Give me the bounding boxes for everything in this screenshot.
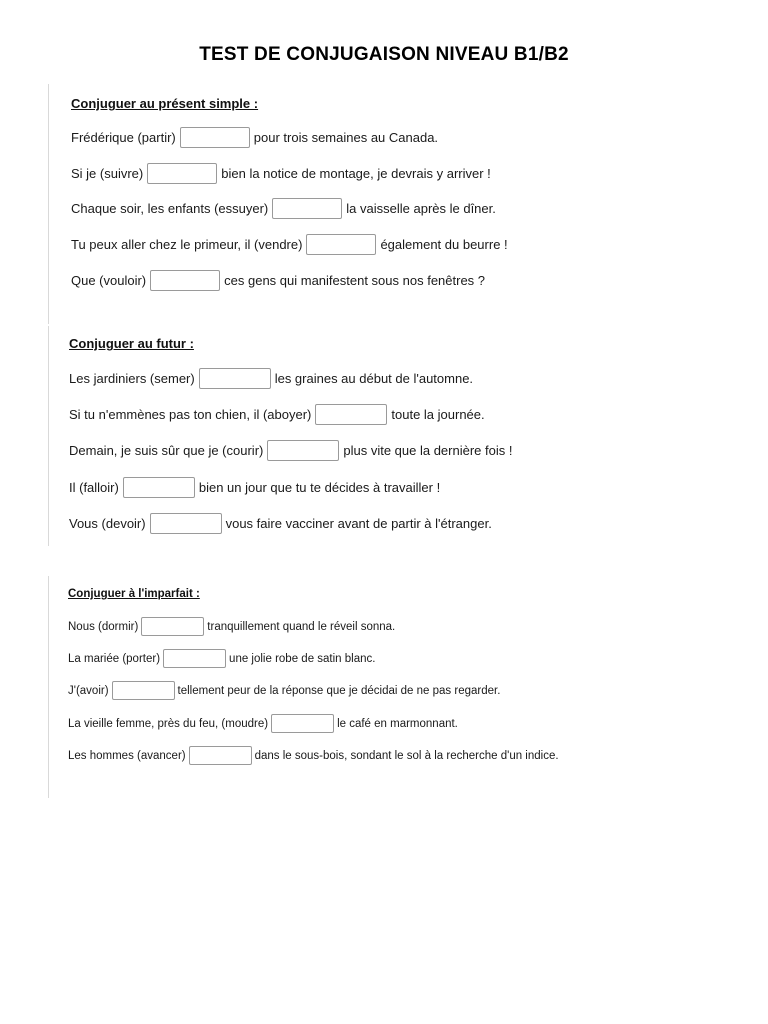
exercise-line <box>71 234 508 255</box>
answer-field[interactable] <box>189 746 252 765</box>
sentence-end: tranquillement quand le réveil sonna. <box>207 620 396 633</box>
sentence-end: les graines au début de l'automne. <box>274 371 474 386</box>
sentence-start: Les jardiniers (semer) <box>69 371 195 386</box>
answer-field[interactable] <box>199 368 271 389</box>
exercise-line <box>69 477 440 498</box>
sentence-start: Nous (dormir) <box>68 620 139 633</box>
sentence-start: Les hommes (avancer) <box>68 749 186 762</box>
exercise-line <box>71 198 496 219</box>
sentence-end: toute la journée. <box>391 407 485 422</box>
section-futur <box>48 326 513 546</box>
sentence-start: Chaque soir, les enfants (essuyer) <box>71 201 269 216</box>
answer-field[interactable] <box>180 127 250 148</box>
section-imparfait <box>48 576 559 798</box>
section-heading-futur: Conjuguer au futur : <box>69 336 194 351</box>
exercise-line <box>68 681 500 700</box>
answer-field[interactable] <box>315 404 387 425</box>
answer-field[interactable] <box>150 513 222 534</box>
section-present <box>48 84 508 324</box>
sentence-end: tellement peur de la réponse que je décidai de ne pas regarder. <box>177 684 501 697</box>
page-title: TEST DE CONJUGAISON NIVEAU B1/B2 <box>199 44 569 65</box>
answer-field[interactable] <box>147 163 217 184</box>
sentence-start: Que (vouloir) <box>71 273 147 288</box>
answer-field[interactable] <box>112 681 175 700</box>
exercise-line <box>68 714 458 733</box>
sentence-end: le café en marmonnant. <box>337 717 458 730</box>
section-heading-imparfait: Conjuguer à l'imparfait : <box>68 588 200 600</box>
exercise-line <box>71 163 491 184</box>
sentence-end: également du beurre ! <box>380 237 508 252</box>
sentence-start: J'(avoir) <box>68 684 109 697</box>
sentence-end: bien la notice de montage, je devrais y arriver ! <box>221 166 491 181</box>
sentence-end: dans le sous-bois, sondant le sol à la recherche d'un indice. <box>254 749 559 762</box>
sentence-start: Tu peux aller chez le primeur, il (vendre) <box>71 237 303 252</box>
exercise-line <box>69 440 512 461</box>
sentence-start: Si je (suivre) <box>71 166 144 181</box>
section-heading-present: Conjuguer au présent simple : <box>71 96 259 111</box>
sentence-end: une jolie robe de satin blanc. <box>229 652 376 665</box>
sentence-end: pour trois semaines au Canada. <box>253 130 439 145</box>
exercise-line <box>69 368 473 389</box>
answer-field[interactable] <box>141 617 204 636</box>
sentence-end: vous faire vacciner avant de partir à l'étranger. <box>225 516 492 531</box>
sentence-end: bien un jour que tu te décides à travailler ! <box>198 480 441 495</box>
answer-field[interactable] <box>163 649 226 668</box>
exercise-line <box>68 617 395 636</box>
answer-field[interactable] <box>306 234 376 255</box>
sentence-start: Si tu n'emmènes pas ton chien, il (aboyer) <box>69 407 312 422</box>
answer-field[interactable] <box>271 714 334 733</box>
exercise-line <box>69 513 492 534</box>
sentence-start: Vous (devoir) <box>69 516 146 531</box>
sentence-start: Demain, je suis sûr que je (courir) <box>69 443 264 458</box>
sentence-start: La vieille femme, près du feu, (moudre) <box>68 717 269 730</box>
exercise-line <box>68 746 559 765</box>
exercise-line <box>71 127 438 148</box>
answer-field[interactable] <box>123 477 195 498</box>
sentence-start: Il (falloir) <box>69 480 119 495</box>
exercise-line <box>68 649 375 668</box>
sentence-end: la vaisselle après le dîner. <box>346 201 496 216</box>
sentence-start: Frédérique (partir) <box>71 130 176 145</box>
exercise-line <box>71 270 485 291</box>
sentence-start: La mariée (porter) <box>68 652 161 665</box>
sentence-end: ces gens qui manifestent sous nos fenêtres ? <box>224 273 486 288</box>
answer-field[interactable] <box>272 198 342 219</box>
sentence-end: plus vite que la dernière fois ! <box>343 443 513 458</box>
answer-field[interactable] <box>267 440 339 461</box>
answer-field[interactable] <box>150 270 220 291</box>
exercise-line <box>69 404 485 425</box>
